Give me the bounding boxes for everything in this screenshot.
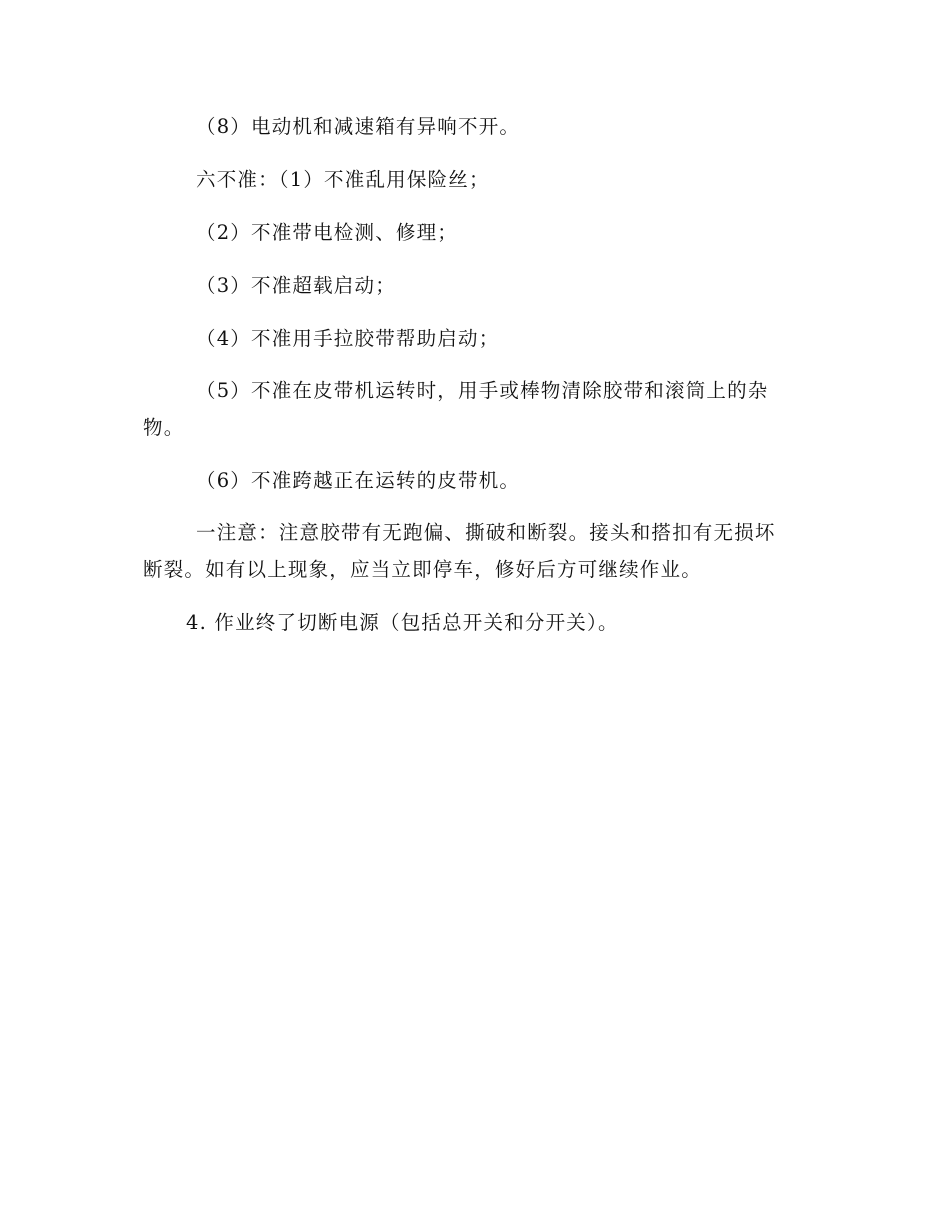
paragraph-line-p8-1: 一注意：注意胶带有无跑偏、撕破和断裂。接头和搭扣有无损坏 xyxy=(196,521,776,544)
paragraph-line-p8-2: 断裂。如有以上现象，应当立即停车，修好后方可继续作业。 xyxy=(143,558,702,581)
paragraph-line-p6-1: （5）不准在皮带机运转时，用手或棒物清除胶带和滚筒上的杂 xyxy=(196,379,769,402)
paragraph-line-p7-1: （6）不准跨越正在运转的皮带机。 xyxy=(196,469,521,492)
paragraph-line-p4-1: （3）不准超载启动； xyxy=(196,274,396,297)
paragraph-line-p2-1: 六不准：（1）不准乱用保险丝； xyxy=(196,168,490,191)
paragraph-line-p9-1: 4. 作业终了切断电源（包括总开关和分开关）。 xyxy=(186,611,619,634)
paragraph-line-p3-1: （2）不准带电检测、修理； xyxy=(196,221,459,244)
paragraph-line-p5-1: （4）不准用手拉胶带帮助启动； xyxy=(196,327,500,350)
paragraph-line-p6-2: 物。 xyxy=(143,416,185,439)
paragraph-line-p1-1: （8）电动机和减速箱有异响不开。 xyxy=(196,115,521,138)
